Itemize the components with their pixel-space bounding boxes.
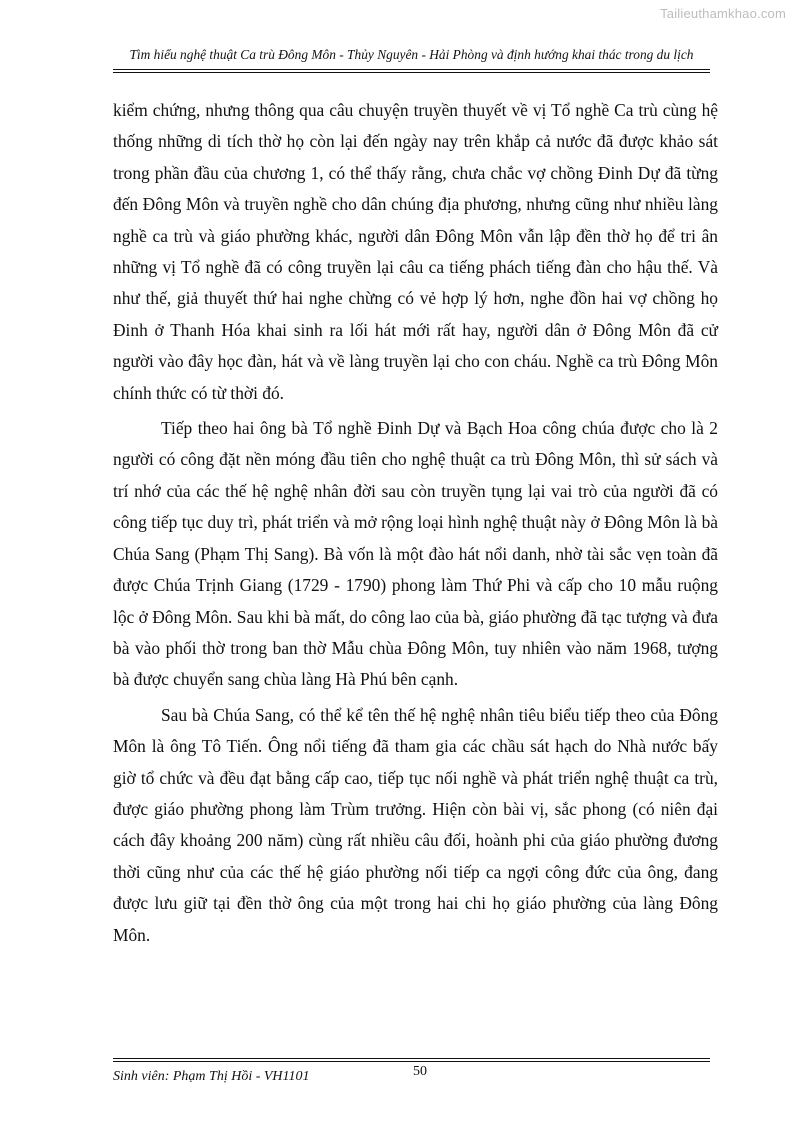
body-paragraph: Sau bà Chúa Sang, có thể kể tên thế hệ nghệ nhân tiêu biểu tiếp theo của Đông Môn là ông Tô Tiến. Ông nổi tiếng đã tham gia các chầu sát hạch do Nhà nước bấy giờ tổ chức và đều đạt bằng cấp cao, tiếp tục nối nghề và phát triển nghệ thuật ca trù, được giáo phường phong làm Trùm trưởng. Hiện còn bài vị, sắc phong (có niên đại cách đây khoảng 200 năm) cùng rất nhiều câu đối, hoành phi của giáo phường đương thời cũng như của các thế hệ giáo phường nối tiếp ca ngợi công đức của ông, đang được lưu giữ tại đền thờ ông của một trong hai chi họ giáo phường của làng Đông Môn. [113, 704, 718, 945]
footer-divider [113, 1058, 710, 1062]
document-body [113, 95, 718, 951]
body-paragraph: Tiếp theo hai ông bà Tổ nghề Đinh Dự và Bạch Hoa công chúa được cho là 2 người có công đặt nền móng đầu tiên cho nghệ thuật ca trù Đông Môn, thì sử sách và trí nhớ của các thế hệ nghệ nhân đời sau còn truyền tụng lại vai trò của người đã có công tiếp tục duy trì, phát triển và mở rộng loại hình nghệ thuật này ở Đông Môn là bà Chúa Sang (Phạm Thị Sang). Bà vốn là một đào hát nổi danh, nhờ tài sắc vẹn toàn đã được Chúa Trịnh Giang (1729 - 1790) phong làm Thứ Phi và cấp cho 10 mẫu ruộng lộc ở Đông Môn. Sau khi bà mất, do công lao của bà, giáo phường đã tạc tượng và đưa bà vào phối thờ trong ban thờ Mẫu chùa Đông Môn, tuy nhiên vào năm 1968, tượng bà được chuyển sang chùa làng Hà Phú bên cạnh. [113, 418, 718, 690]
header-divider [113, 69, 710, 73]
running-header: Tìm hiểu nghệ thuật Ca trù Đông Môn - Thủy Nguyên - Hải Phòng và định hướng khai thác trong du lịch [129, 47, 694, 62]
page-number: 50 [413, 1064, 427, 1079]
footer-student: Sinh viên: Phạm Thị Hồi - VH1101 [113, 1069, 310, 1084]
watermark: Tailieuthamkhao.com [660, 6, 786, 21]
body-paragraph: kiểm chứng, nhưng thông qua câu chuyện truyền thuyết về vị Tổ nghề Ca trù cùng hệ thống những di tích thờ họ còn lại đến ngày nay trên khắp cả nước đã được khảo sát trong phần đầu của chương 1, có thể thấy rằng, chưa chắc vợ chồng Đinh Dự đã từng đến Đông Môn và truyền nghề cho dân chúng địa phương, nhưng cũng như nhiều làng nghề ca trù và giáo phường khác, người dân Đông Môn vẫn lập đền thờ họ để tri ân những vị Tổ nghề đã có công truyền lại câu ca tiếng phách tiếng đàn cho hậu thế. Và như thế, giả thuyết thứ hai nghe chừng có vẻ hợp lý hơn, nghe đồn hai vợ chồng họ Đinh ở Thanh Hóa khai sinh ra lối hát mới rất hay, người dân ở Đông Môn đã cử người vào đây học đàn, hát và về làng truyền lại cho con cháu. Nghề ca trù Đông Môn chính thức có từ thời đó. [113, 100, 718, 403]
